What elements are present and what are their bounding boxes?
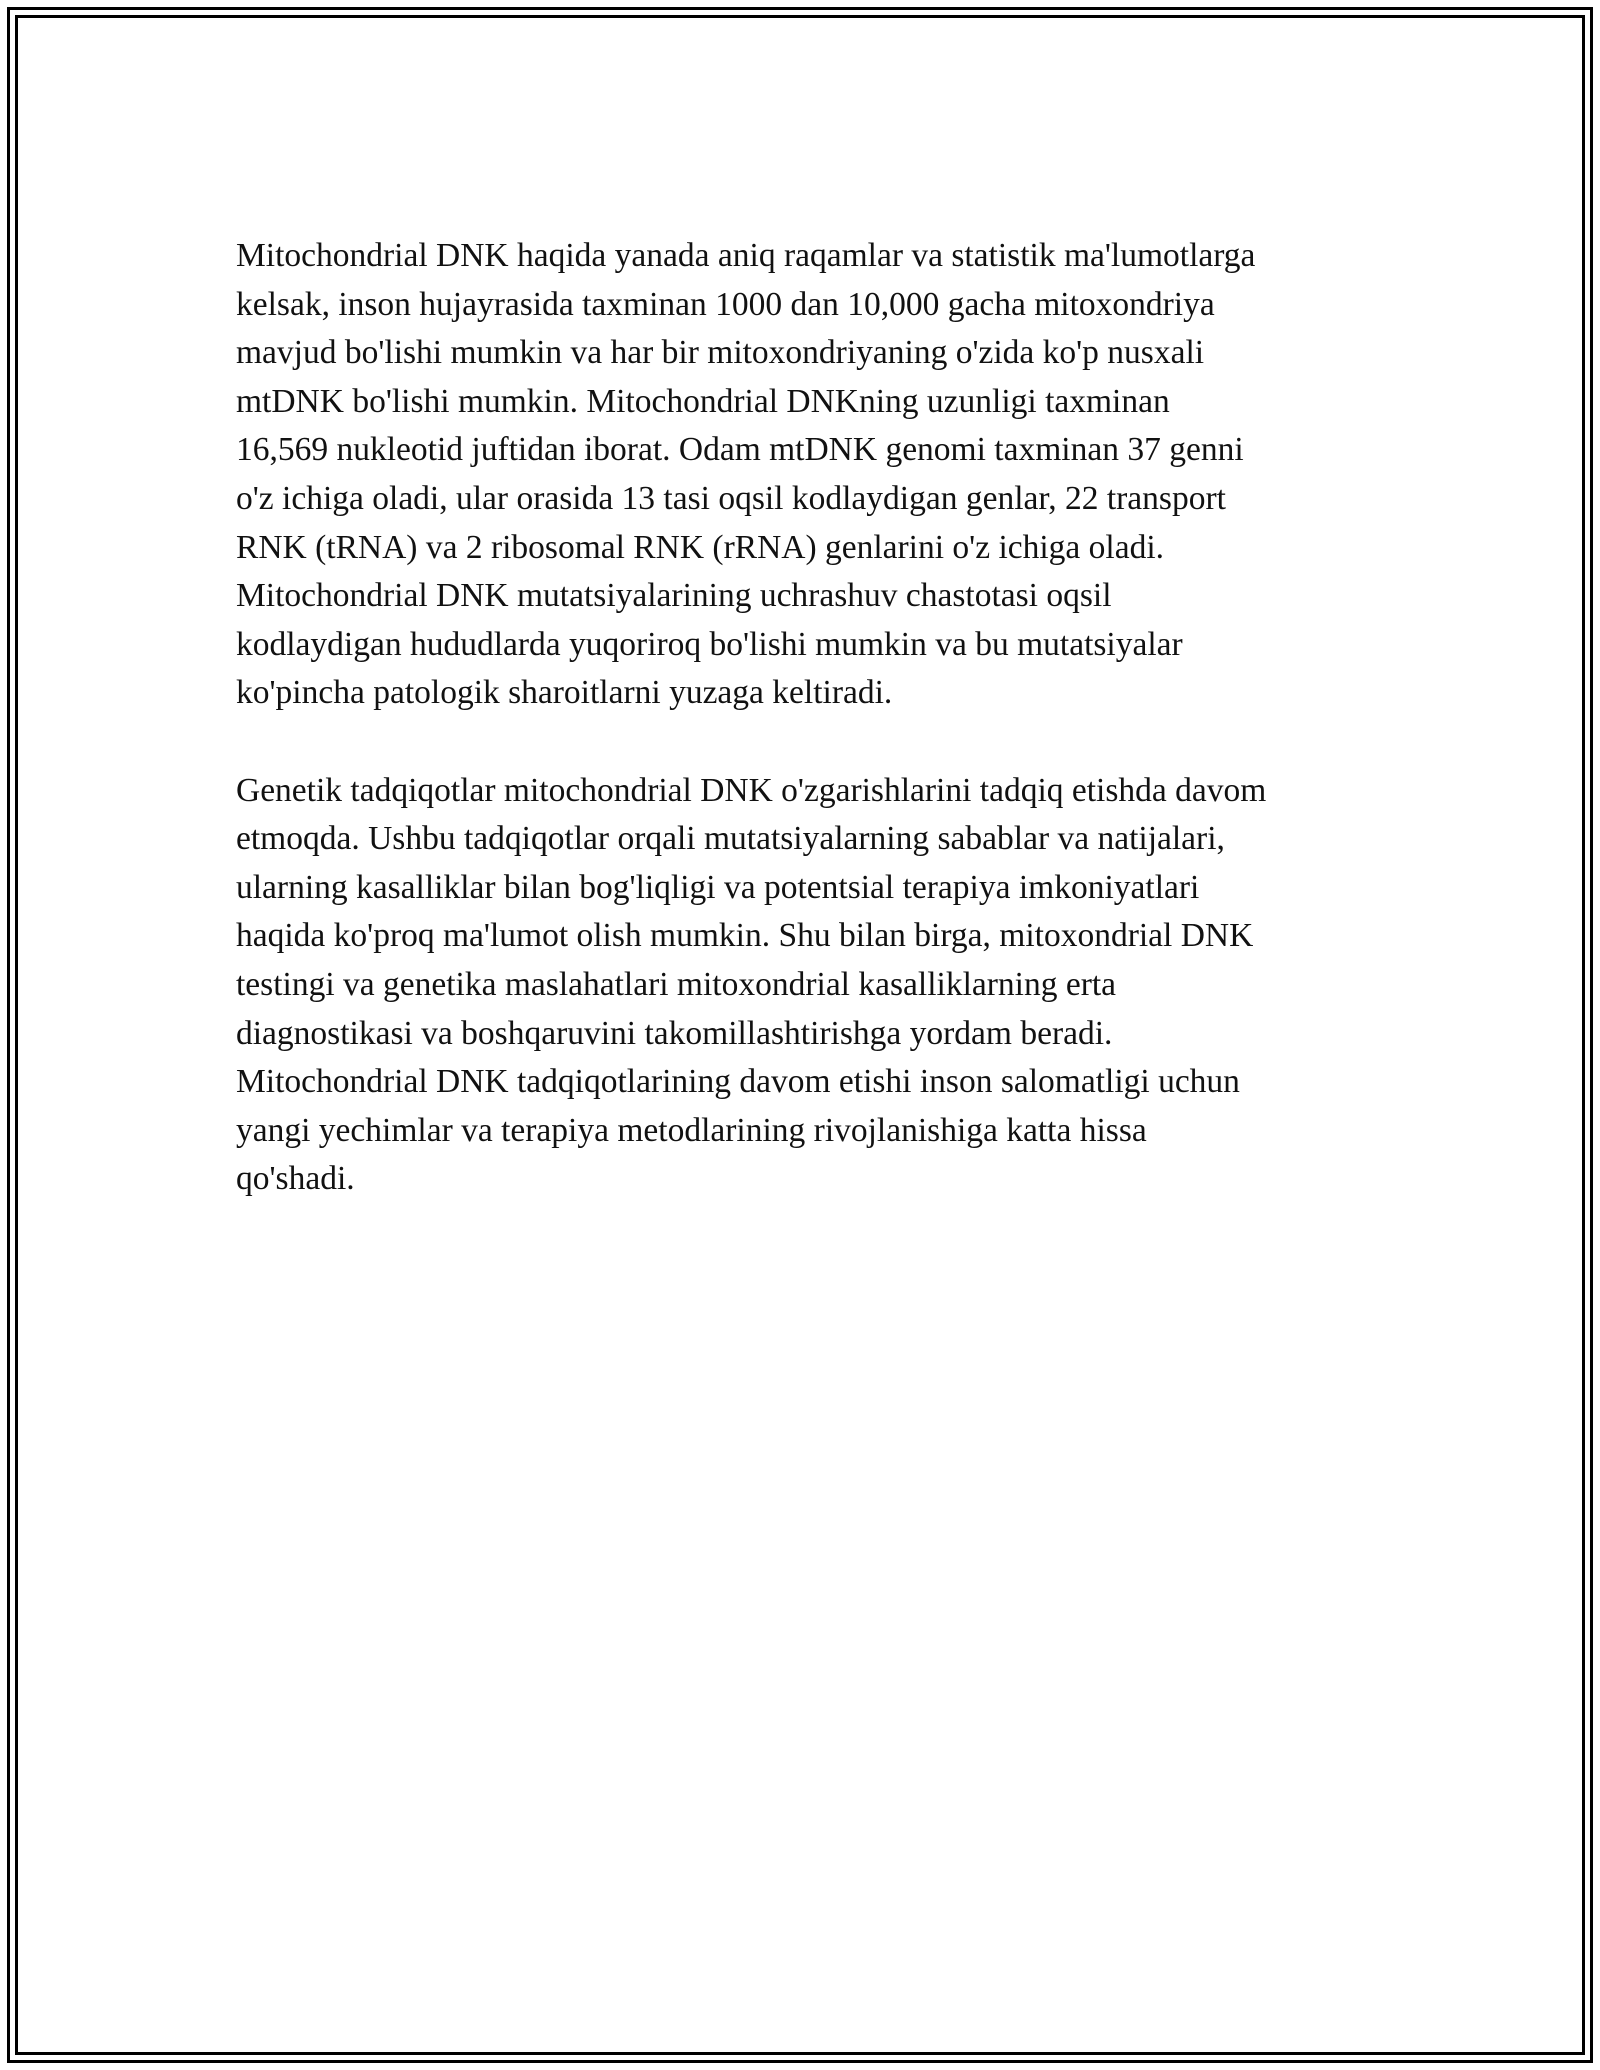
document-body — [236, 232, 1366, 1204]
paragraph-genetic-research: Genetik tadqiqotlar mitochondrial DNK o'zgarishlarini tadqiq etishda davom etmoqda. Ushbu tadqiqotlar orqali mutatsiyalarning sabablar va natijalari, ularning kasalliklar bilan bog'liqligi va potentsial terapiya imkoniyatlari haqida ko'proq ma'lumot olish mumkin. Shu bilan birga, mitoxondrial DNK testingi va genetika maslahatlari mitoxondrial kasalliklarning erta diagnostikasi va boshqaruvini takomillashtirishga yordam beradi. Mitochondrial DNK tadqiqotlarining davom etishi inson salomatligi uchun yangi yechimlar va terapiya metodlarining rivojlanishiga katta hissa qo'shadi. — [236, 771, 1267, 1198]
paragraph-mtdna-statistics: Mitochondrial DNK haqida yanada aniq raqamlar va statistik ma'lumotlarga kelsak, inson hujayrasida taxminan 1000 dan 10,000 gacha mitoxondriya mavjud bo'lishi mumkin va har bir mitoxondriyaning o'zida ko'p nusxali mtDNK bo'lishi mumkin. Mitochondrial DNKning uzunligi taxminan 16,569 nukleotid juftidan iborat. Odam mtDNK genomi taxminan 37 genni o'z ichiga oladi, ular orasida 13 tasi oqsil kodlaydigan genlar, 22 transport RNK (tRNA) va 2 ribosomal RNK (rRNA) genlarini o'z ichiga oladi. Mitochondrial DNK mutatsiyalarining uchrashuv chastotasi oqsil kodlaydigan hududlarda yuqoriroq bo'lishi mumkin va bu mutatsiyalar ko'pincha patologik sharoitlarni yuzaga keltiradi. — [236, 237, 1256, 712]
